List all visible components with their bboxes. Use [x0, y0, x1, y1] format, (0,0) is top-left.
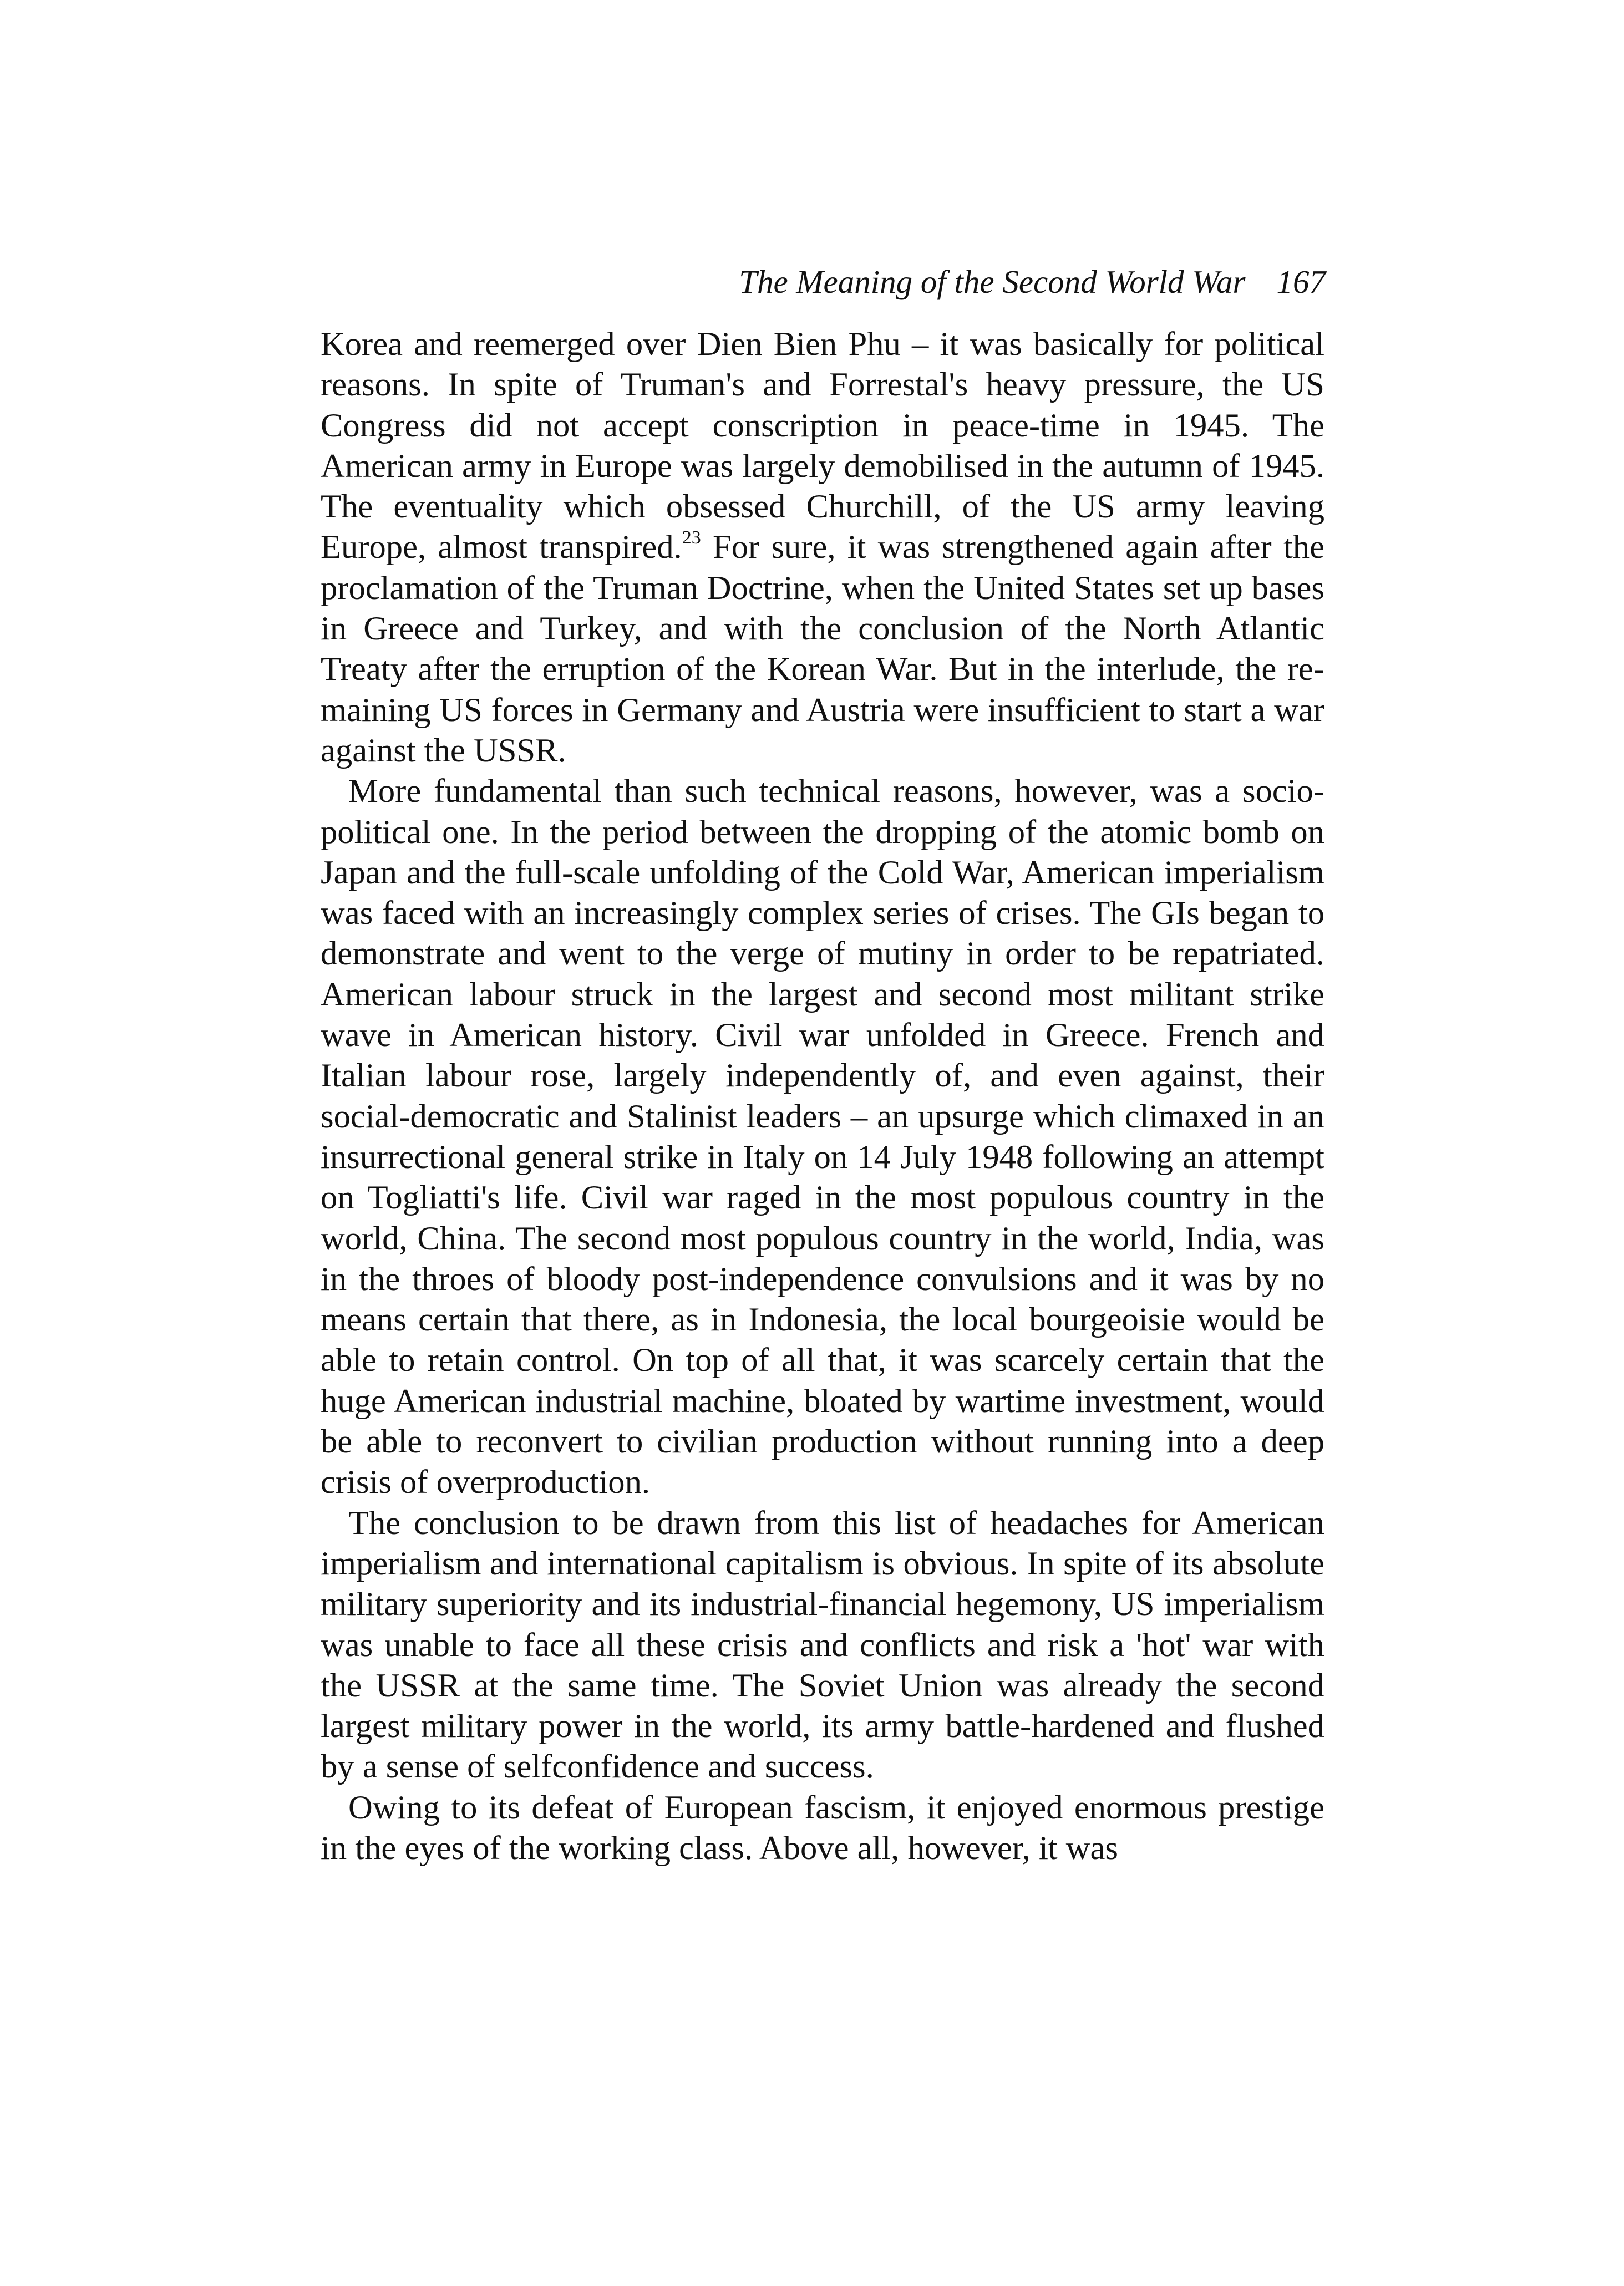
- running-header: [325, 260, 1326, 304]
- paragraph-1-text-after-note: For sure, it was strengthened again after the proclamation of the Truman Doctrine, when the United States set up bases in Greece and Turkey, and with the conclusion of the North Atlantic Treaty after the erruption of the Korean War. But in the interlude, the remaining US forces in Germany and Austria were insufficient to start a war against the USSR.: [321, 529, 1325, 769]
- paragraph-1: [321, 324, 1324, 771]
- paragraph-4: Owing to its defeat of European fascism, it enjoyed enormous prestige in the eyes of the working class. Above all, however, it was: [321, 1789, 1324, 1867]
- page-number: 167: [1276, 263, 1326, 300]
- paragraph-1-text-before-note: Korea and reemerged over Dien Bien Phu – it was basically for political reasons. In spite of Truman's and Forrestal's heavy pressure, the US Congress did not accept conscription in peace-time in 1945. The American army in Europe was largely demobilised in the autumn of 1945. The eventuality which obsessed Churchill, of the US army leaving Europe, almost transpired.: [321, 326, 1324, 566]
- paragraph-3: The conclusion to be drawn from this list of headaches for American imperialism and international capitalism is obvious. In spite of its absolute military superiority and its industrial-financial hegemony, US imperialism was unable to face all these crisis and conflicts and risk a 'hot' war with the USSR at the same time. The Soviet Union was already the second largest military power in the world, its army battle-hardened and flushed by a sense of selfconfidence and success.: [321, 1504, 1324, 1786]
- footnote-reference: 23: [682, 527, 701, 548]
- body-text: [321, 324, 1324, 1868]
- paragraph-2: More fundamental than such technical reasons, however, was a socio-political one. In the period between the dropping of the atomic bomb on Japan and the full-scale unfolding of the Cold War, American imperialism was faced with an increasingly complex series of crises. The GIs began to demonstrate and went to the verge of mutiny in order to be repatriated. American labour struck in the largest and second most militant strike wave in American history. Civil war unfolded in Greece. French and Italian labour rose, largely independently of, and even against, their social-democratic and Stalinist leaders – an upsurge which climaxed in an insurrectional general strike in Italy on 14 July 1948 following an attempt on Togliatti's life. Civil war raged in the most populous country in the world, China. The second most populous country in the world, India, was in the throes of bloody post-independence convulsions and it was by no means certain that there, as in Indonesia, the local bourgeoisie would be able to retain control. On top of all that, it was scarcely certain that the huge American industrial machine, bloated by wartime investment, would be able to reconvert to civilian production without running into a deep crisis of overproduction.: [321, 773, 1324, 1501]
- running-header-title: The Meaning of the Second World War: [739, 263, 1246, 300]
